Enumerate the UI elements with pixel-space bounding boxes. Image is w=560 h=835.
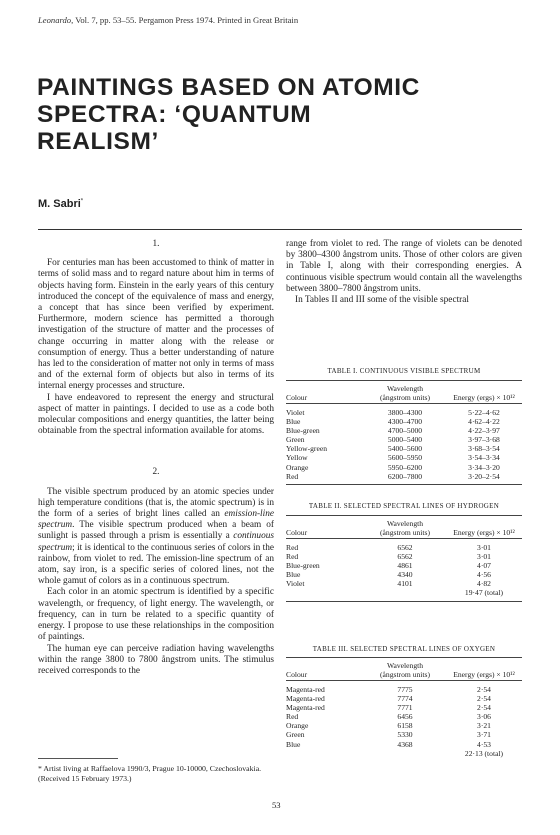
table-row [286, 730, 522, 739]
column-header: Colour [286, 670, 308, 679]
table-cell: Orange [286, 462, 309, 472]
table-cell: Orange [286, 721, 309, 731]
table-cell: Blue [286, 739, 301, 749]
table-cell: 3·68–3·54 [468, 444, 500, 454]
table-cell: 4101 [397, 579, 413, 589]
table-row [286, 543, 522, 552]
table-cell: 6456 [397, 712, 413, 722]
table-header [286, 516, 522, 538]
table-cell: 4·53 [477, 739, 491, 749]
column-header: Wavelength [386, 384, 424, 393]
table-cell: Blue [286, 417, 301, 427]
table-header [286, 658, 522, 680]
table-cell: Yellow [286, 453, 308, 463]
table-body [286, 685, 522, 758]
column-header: Colour [286, 393, 308, 402]
footnote-mark: * [80, 198, 84, 205]
table-cell: 3·21 [477, 721, 491, 731]
table-cell: 7775 [397, 685, 413, 694]
table-rule [286, 484, 522, 485]
footnote-text: * Artist living at Raffaelova 1990/3, Prague 10-10000, Czechoslovakia. (Received 15 February 1973.) [38, 764, 262, 783]
column-header: (ångstrom units) [380, 670, 430, 679]
table-caption: TABLE I. CONTINUOUS VISIBLE SPECTRUM [327, 367, 481, 375]
paragraph [38, 487, 274, 588]
table-cell: 2·54 [477, 694, 491, 704]
table-cell: Violet [286, 408, 305, 417]
emphasis: continuous spectrum [38, 531, 274, 553]
table-row [286, 552, 522, 561]
table-row [286, 453, 522, 462]
table-cell: 4861 [397, 561, 413, 571]
paragraph: For centuries man has been accustomed to think of matter in terms of solid mass and to regard nature about him in terms of objects having form. Einstein in the early years of this century introduced the concept of the equivalence of mass and energy, a concept that has since been verified by experiment. Furthermore, modern science has permitted a thorough investigation of the structure of matter and the processes of change occurring in matter along with the release or consumption of energy. Thus a better understanding of nature has led to the consideration of matter not only in terms of mass and of the external form of objects but also in terms of its internal energy processes and structure. [38, 258, 274, 392]
column-header: Wavelength [386, 661, 424, 670]
table-cell: Yellow-green [286, 444, 327, 454]
table-row [286, 435, 522, 444]
table-cell: Blue-green [286, 561, 320, 571]
table-cell: Blue-green [286, 426, 320, 436]
paragraph: range from violet to red. The range of violets can be denoted by 3800–4300 ångstrom units. Those of other colors are given in Table I, along with their corresponding energies. A continuous visible spectrum would contain all the wavelengths between 3800–7800 ångstrom units. [286, 239, 522, 294]
column-header: (ångstrom units) [380, 393, 430, 402]
table-row [286, 408, 522, 417]
table-total-row [286, 588, 522, 597]
paragraph: Each color in an atomic spectrum is identified by a specific wavelength, or frequency, of light energy. The wavelength, or frequency, can in turn be related to a specific quantity of energy. I propose to use these relationships in the composition of paintings. [38, 587, 274, 643]
table-cell: 2·54 [477, 703, 491, 713]
table-cell: 4·22–3·97 [468, 426, 500, 436]
paragraph: The human eye can perceive radiation having wavelengths within the range 3800 to 7800 ångstrom units. The stimulus received corresponds to the [38, 643, 274, 676]
table-cell: Green [286, 730, 305, 740]
table-cell: 4368 [397, 739, 413, 749]
journal-name: Leonardo [38, 15, 72, 25]
table-2 [286, 515, 522, 602]
table-cell: 7771 [397, 703, 413, 713]
running-header [38, 15, 298, 25]
table-cell: 3·01 [477, 552, 491, 562]
table-row [286, 579, 522, 588]
page-number: 53 [272, 800, 281, 810]
table-row [286, 463, 522, 472]
table-cell: 5·22–4·62 [468, 408, 500, 417]
column-header: Energy (ergs) × 10¹² [453, 528, 515, 537]
table-cell: Green [286, 435, 305, 445]
table-cell: 3·71 [477, 730, 491, 740]
table-rule [286, 680, 522, 681]
column-header: Energy (ergs) × 10¹² [453, 393, 515, 402]
paper-title [37, 74, 457, 155]
table-total: 22·13 (total) [464, 748, 504, 758]
table-cell: 4·56 [477, 570, 491, 580]
table-body [286, 408, 522, 481]
column-header: Wavelength [386, 519, 424, 528]
table-row [286, 570, 522, 579]
table-cell: Magenta-red [286, 685, 325, 694]
table-caption: TABLE III. SELECTED SPECTRAL LINES OF OXYGEN [312, 645, 496, 653]
divider [38, 229, 522, 230]
table-cell: 5330 [397, 730, 413, 740]
table-cell: Magenta-red [286, 694, 325, 704]
table-cell: Blue [286, 570, 301, 580]
footnote [38, 758, 274, 783]
table-row [286, 561, 522, 570]
section-number: 2. [152, 467, 160, 478]
table-caption: TABLE II. SELECTED SPECTRAL LINES OF HYDROGEN [308, 502, 500, 510]
table-cell: 3800–4300 [387, 408, 423, 417]
table-cell: 6562 [397, 552, 413, 562]
section-number: 1. [152, 239, 160, 249]
text-run: The visible spectrum produced by an atomic species under high temperature conditions (that is, the atomic spectrum) is in the form of a series of bright lines called an [38, 486, 274, 520]
table-header [286, 381, 522, 403]
table-row [286, 740, 522, 749]
table-cell: 3·97–3·68 [468, 435, 500, 445]
title-line: SPECTRA: ‘QUANTUM [37, 101, 312, 128]
table-cell: 5000–5400 [387, 435, 423, 445]
table-cell: 5600–5950 [387, 453, 423, 463]
table-row [286, 417, 522, 426]
table-1 [286, 380, 522, 485]
emphasis: emission-line spectrum [38, 509, 274, 531]
table-rule [286, 403, 522, 404]
table-row [286, 703, 522, 712]
table-cell: Magenta-red [286, 703, 325, 713]
table-cell: 6200–7800 [387, 471, 423, 481]
right-column [286, 239, 522, 306]
table-row [286, 472, 522, 481]
table-cell: 4300–4700 [387, 417, 423, 427]
column-header: (ångstrom units) [380, 528, 430, 537]
table-cell: 6562 [397, 543, 413, 552]
table-row [286, 426, 522, 435]
author-name: M. Sabri [38, 198, 81, 210]
table-cell: 6158 [397, 721, 413, 731]
table-total-row [286, 749, 522, 758]
citation-line: , Vol. 7, pp. 53–55. Pergamon Press 1974. Printed in Great Britain [71, 15, 299, 25]
table-cell: 5950–6200 [387, 462, 423, 472]
table-cell: Red [286, 543, 299, 552]
text-run: ; it is identical to the continuous series of colors in the rainbow, from violet to red. The emission-line spectrum of an atom, say iron, is a specific series of colored lines, not the whole gamut of colors as in a continuous spectrum. [38, 542, 274, 587]
table-cell: 3·06 [477, 712, 491, 722]
table-cell: 4340 [397, 570, 413, 580]
title-line: REALISM’ [37, 128, 159, 155]
table-cell: 3·54–3·34 [468, 453, 500, 463]
left-column [38, 239, 274, 677]
table-body [286, 543, 522, 598]
table-cell: Violet [286, 579, 305, 589]
table-3 [286, 657, 522, 758]
table-rule [286, 538, 522, 539]
table-cell: 3·01 [477, 543, 491, 552]
table-cell: 3·34–3·20 [468, 462, 500, 472]
table-cell: 4·82 [477, 579, 491, 589]
table-cell: 4·62–4·22 [468, 417, 500, 427]
table-total: 19·47 (total) [464, 588, 504, 598]
author [38, 198, 83, 210]
table-cell: 4·07 [477, 561, 491, 571]
table-cell: 7774 [397, 694, 413, 704]
table-cell: 3·20–2·54 [468, 471, 500, 481]
table-cell: Red [286, 552, 299, 562]
table-cell: 2·54 [477, 685, 491, 694]
table-row [286, 694, 522, 703]
table-row [286, 712, 522, 721]
title-line: PAINTINGS BASED ON ATOMIC [37, 74, 420, 101]
table-row [286, 685, 522, 694]
table-cell: 5400–5600 [387, 444, 423, 454]
table-cell: Red [286, 471, 299, 481]
table-rule [286, 601, 522, 602]
paragraph: I have endeavored to represent the energy and structural aspect of matter in paintings. I decided to use as a code both molecular compositions and energy quantities, the latter being obtainable from the spectral information available for atoms. [38, 392, 274, 437]
text-run: . The visible spectrum produced when a beam of sunlight is passed through a prism is essentially a [38, 520, 274, 542]
table-cell: Red [286, 712, 299, 722]
column-header: Energy (ergs) × 10¹² [453, 670, 515, 679]
table-row [286, 444, 522, 453]
footnote-rule [38, 758, 118, 759]
table-cell: 4700–5000 [387, 426, 423, 436]
paragraph: In Tables II and III some of the visible spectral [295, 295, 469, 306]
column-header: Colour [286, 528, 308, 537]
table-row [286, 721, 522, 730]
